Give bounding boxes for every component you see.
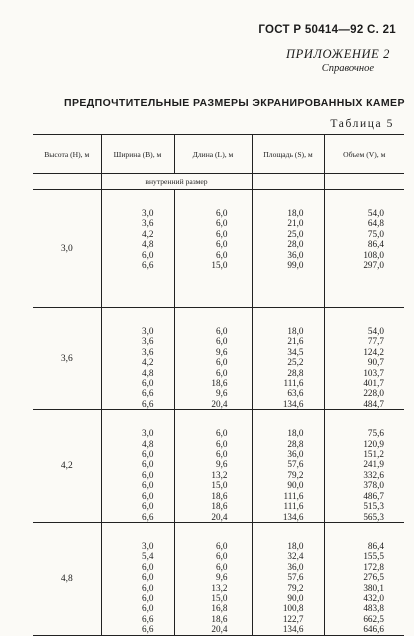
reference-label: Справочное xyxy=(321,63,374,74)
height-value: 4,8 xyxy=(33,522,101,635)
table-row xyxy=(33,190,404,308)
volume-cell xyxy=(324,522,404,635)
height-value: 4,2 xyxy=(33,410,101,523)
table-row xyxy=(33,522,404,635)
area-cell xyxy=(252,308,324,410)
dimensions-table xyxy=(33,134,404,636)
table-row xyxy=(33,308,404,410)
area-cell xyxy=(252,410,324,523)
table-row xyxy=(33,410,404,523)
volume-values: 86,4 155,5 172,8 276,5 380,1 432,0 483,8 662,5 646,6 xyxy=(363,540,384,635)
subheader-spacer xyxy=(33,174,101,190)
col-length-header: Длина (L), м xyxy=(174,135,252,174)
inner-size-label: внутренний размер xyxy=(101,174,252,190)
width-values: 3,0 3,6 4,2 4,8 6,0 6,6 xyxy=(142,208,154,271)
area-cell xyxy=(252,190,324,308)
length-values: 6,0 6,0 6,0 6,0 6,0 15,0 xyxy=(211,208,228,271)
table-number: Таблица 5 xyxy=(330,118,394,130)
height-value: 3,0 xyxy=(33,190,101,308)
area-values: 18,0 21,6 34,5 25,2 28,8 111,6 63,6 134,6 xyxy=(282,326,304,409)
volume-values: 54,0 77,7 124,2 90,7 103,7 401,7 228,0 484,7 xyxy=(363,326,384,409)
volume-values: 75,6 120,9 151,2 241,9 332,6 378,0 486,7 515,3 565,3 xyxy=(363,428,384,522)
volume-cell xyxy=(324,410,404,523)
width-values: 3,0 3,6 3,6 4,2 4,8 6,0 6,6 6,6 xyxy=(142,326,154,409)
length-cell xyxy=(174,522,252,635)
height-value: 3,6 xyxy=(33,308,101,410)
volume-cell xyxy=(324,190,404,308)
width-values: 3,0 4,8 6,0 6,0 6,0 6,0 6,0 6,0 6,6 xyxy=(142,428,154,522)
width-cell xyxy=(101,522,174,635)
subheader-row xyxy=(33,174,404,190)
table-header-row xyxy=(33,135,404,174)
col-area-header: Площадь (S), м xyxy=(252,135,324,174)
subheader-spacer xyxy=(252,174,324,190)
width-cell xyxy=(101,190,174,308)
subheader-spacer xyxy=(324,174,404,190)
col-volume-header: Объем (V), м xyxy=(324,135,404,174)
length-cell xyxy=(174,308,252,410)
col-height-header: Высота (H), м xyxy=(33,135,101,174)
area-cell xyxy=(252,522,324,635)
standard-number: ГОСТ Р 50414—92 С. 21 xyxy=(258,24,396,36)
length-values: 6,0 6,0 9,6 6,0 6,0 18,6 9,6 20,4 xyxy=(211,326,228,409)
area-values: 18,0 32,4 36,0 57,6 79,2 90,0 100,8 122,7 134,6 xyxy=(282,540,304,635)
volume-values: 54,0 64,8 75,0 86,4 108,0 297,0 xyxy=(363,208,384,271)
col-width-header: Ширина (B), м xyxy=(101,135,174,174)
table-title: ПРЕДПОЧТИТЕЛЬНЫЕ РАЗМЕРЫ ЭКРАНИРОВАННЫХ КАМЕР xyxy=(64,97,405,109)
width-cell xyxy=(101,308,174,410)
length-cell xyxy=(174,190,252,308)
width-cell xyxy=(101,410,174,523)
area-values: 18,0 21,0 25,0 28,0 36,0 99,0 xyxy=(287,208,304,271)
volume-cell xyxy=(324,308,404,410)
length-values: 6,0 6,0 6,0 9,6 13,2 15,0 16,8 18,6 20,4 xyxy=(211,540,228,635)
area-values: 18,0 28,8 36,0 57,6 79,2 90,0 111,6 111,6 134,6 xyxy=(282,428,304,522)
length-values: 6,0 6,0 6,0 9,6 13,2 15,0 18,6 18,6 20,4 xyxy=(211,428,228,522)
length-cell xyxy=(174,410,252,523)
appendix-label: ПРИЛОЖЕНИЕ 2 xyxy=(285,47,390,61)
width-values: 3,0 5,4 6,0 6,0 6,0 6,0 6,0 6,6 6,6 xyxy=(142,540,154,635)
